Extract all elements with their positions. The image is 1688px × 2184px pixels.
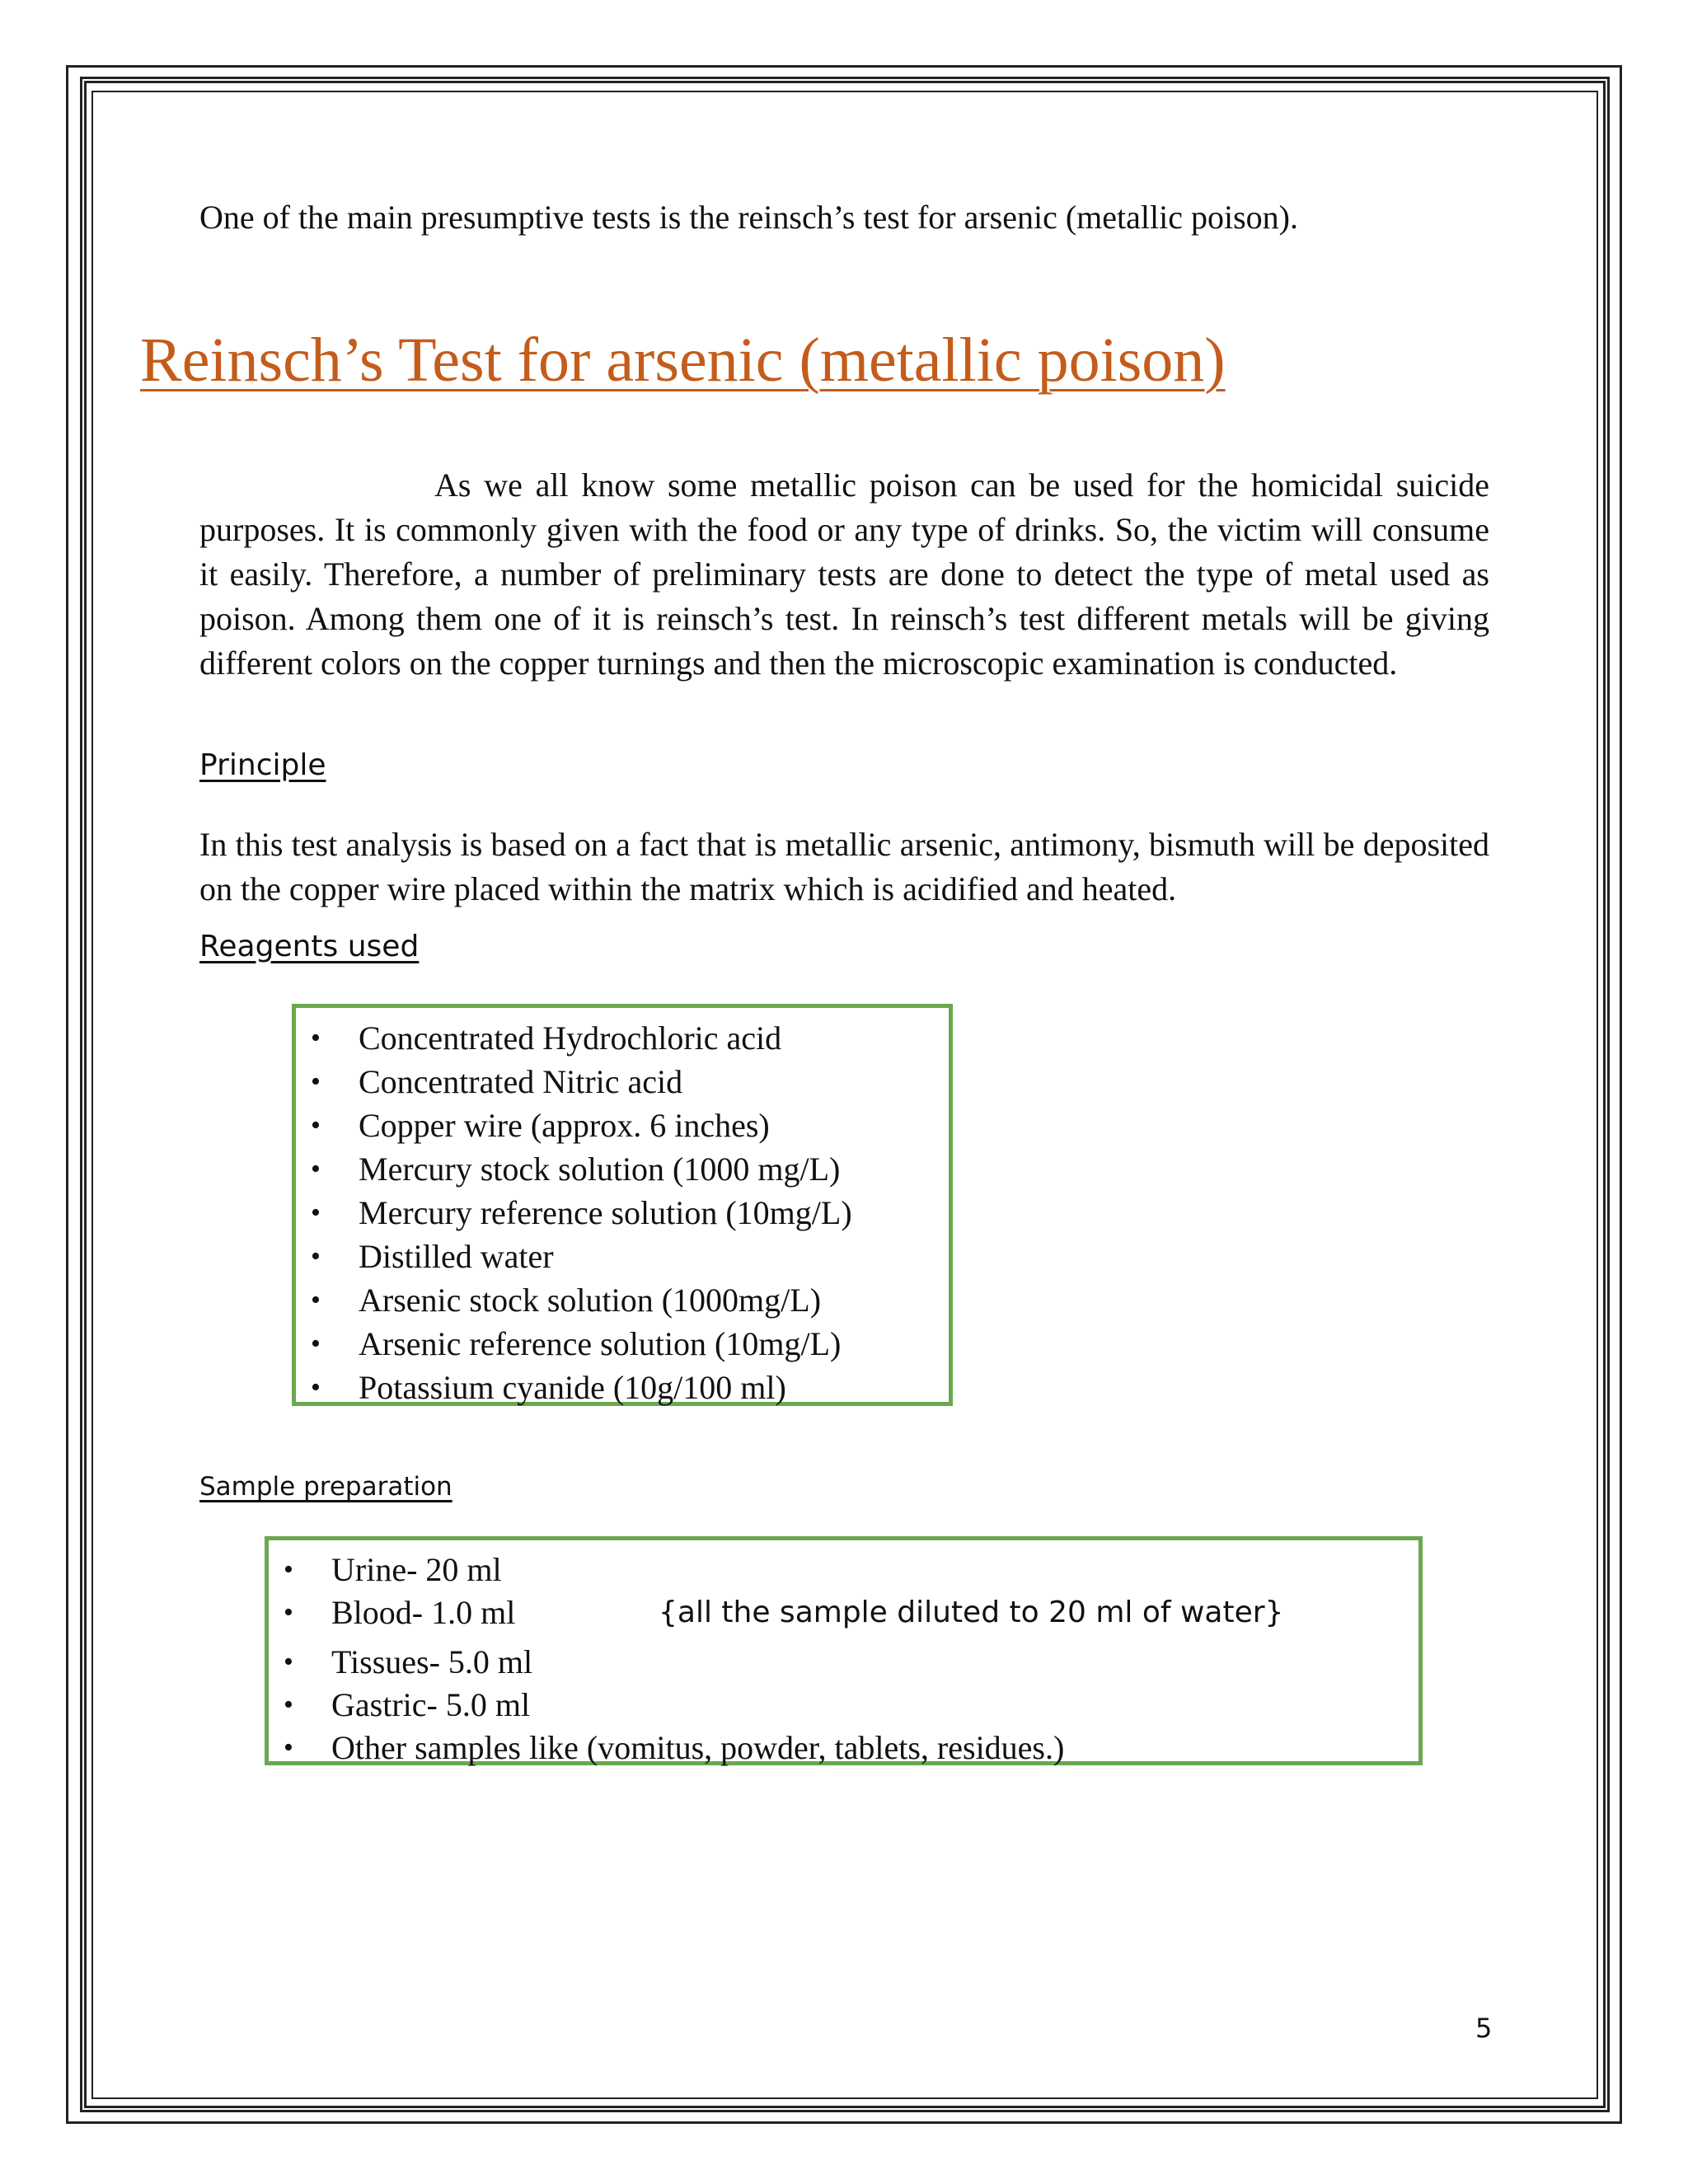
reagent-label: Arsenic reference solution (10mg/L)	[359, 1325, 842, 1362]
reagent-label: Concentrated Nitric acid	[359, 1063, 683, 1100]
list-item	[269, 1684, 1418, 1727]
reagent-label: Arsenic stock solution (1000mg/L)	[359, 1282, 822, 1319]
list-item	[296, 1366, 949, 1409]
list-item	[296, 1060, 949, 1104]
list-item	[269, 1727, 1418, 1769]
bullet-icon: •	[311, 1241, 321, 1272]
page-number: 5	[1475, 2013, 1493, 2044]
reagents-heading: Reagents used	[199, 930, 420, 963]
bullet-icon: •	[311, 1154, 321, 1184]
reagent-label: Potassium cyanide (10g/100 ml)	[359, 1369, 786, 1406]
list-item	[269, 1549, 1418, 1591]
sample-list	[269, 1540, 1418, 1769]
reagent-label: Concentrated Hydrochloric acid	[359, 1019, 782, 1057]
sample-label: Blood- 1.0 ml	[331, 1594, 516, 1631]
reagent-label: Distilled water	[359, 1238, 554, 1275]
list-item	[269, 1641, 1418, 1684]
list-item	[296, 1278, 949, 1322]
sample-label: Tissues- 5.0 ml	[331, 1643, 533, 1680]
bullet-icon: •	[284, 1690, 293, 1720]
page-title: Reinsch’s Test for arsenic (metallic poison)	[140, 326, 1226, 395]
bullet-icon: •	[311, 1197, 321, 1228]
list-item	[296, 1322, 949, 1366]
sample-label: Other samples like (vomitus, powder, tablets, residues.)	[331, 1729, 1065, 1766]
bullet-icon: •	[284, 1732, 293, 1763]
intro-sentence: One of the main presumptive tests is the reinsch’s test for arsenic (metallic poison).	[199, 199, 1298, 236]
reagent-label: Mercury reference solution (10mg/L)	[359, 1194, 852, 1231]
sample-label: Urine- 20 ml	[331, 1551, 502, 1588]
bullet-icon: •	[311, 1372, 321, 1403]
list-item	[296, 1104, 949, 1147]
bullet-icon: •	[284, 1597, 293, 1628]
bullet-icon: •	[284, 1647, 293, 1677]
principle-heading: Principle	[199, 748, 326, 782]
principle-text: In this test analysis is based on a fact that is metallic arsenic, antimony, bismuth will be deposited on the copper wire placed within the matrix which is acidified and heated.	[199, 826, 1489, 907]
bullet-icon: •	[311, 1023, 321, 1053]
bullet-icon: •	[311, 1066, 321, 1097]
list-item	[296, 1191, 949, 1235]
reagents-list	[296, 1008, 949, 1409]
sample-preparation-box	[265, 1536, 1423, 1765]
body-paragraph: As we all know some metallic poison can be used for the homicidal suicide purposes. It is commonly given with the food or any type of drinks. So, the victim will consume it easily. Therefore, a number of preliminary tests are done to detect the type of metal used as poison. Among them one of it is reinsch’s test. In reinsch’s test different metals will be giving different colors on the copper turnings and then the microscopic examination is conducted.	[199, 466, 1489, 682]
list-item	[296, 1016, 949, 1060]
reagent-label: Copper wire (approx. 6 inches)	[359, 1107, 770, 1144]
bullet-icon: •	[311, 1285, 321, 1315]
reagent-label: Mercury stock solution (1000 mg/L)	[359, 1151, 841, 1188]
reagents-box	[292, 1004, 953, 1406]
list-item	[296, 1147, 949, 1191]
list-item	[269, 1591, 1418, 1641]
sample-preparation-heading: Sample preparation	[199, 1472, 452, 1502]
bullet-icon: •	[284, 1554, 293, 1585]
sample-label: Gastric- 5.0 ml	[331, 1686, 531, 1723]
bullet-icon: •	[311, 1110, 321, 1141]
list-item	[296, 1235, 949, 1278]
dilution-note: {all the sample diluted to 20 ml of water}	[659, 1596, 1284, 1629]
bullet-icon: •	[311, 1329, 321, 1359]
